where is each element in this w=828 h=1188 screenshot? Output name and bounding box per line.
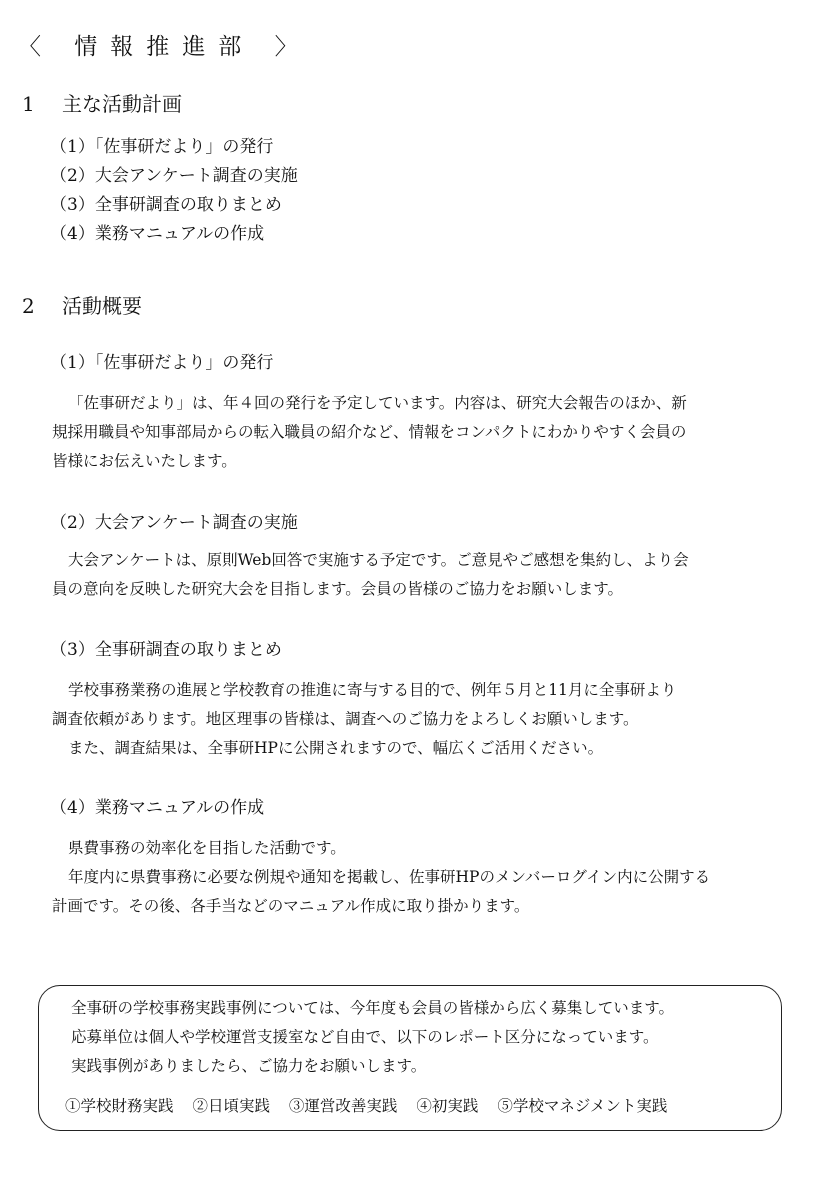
subsection-2-heading: （2）大会アンケート調査の実施: [50, 513, 298, 533]
subsection-2-body: [52, 546, 768, 604]
subsection-4-body: [52, 834, 768, 921]
report-categories: [65, 1094, 681, 1116]
subsection-3-body: [52, 676, 768, 763]
notice-box: [38, 985, 782, 1131]
paragraph-line: 調査依頼があります。地区理事の皆様は、調査へのご協力をよろしくお願いします。: [52, 710, 639, 728]
paragraph-line: 年度内に県費事務に必要な例規や通知を掲載し、佐事研HPのメンバーログイン内に公開する: [68, 868, 711, 886]
notice-line: 応募単位は個人や学校運営支援室など自由で、以下のレポート区分になっています。: [71, 1028, 659, 1046]
category-item: ⑤学校マネジメント実践: [497, 1097, 668, 1115]
category-item: ③運営改善実践: [288, 1097, 398, 1115]
subsection-1-body: [52, 389, 768, 476]
paragraph-line: 規採用職員や知事部局からの転入職員の紹介など、情報をコンパクトにわかりやすく会員の: [52, 423, 687, 441]
subsection-4-heading: （4）業務マニュアルの作成: [50, 798, 265, 818]
section-1-heading: [22, 88, 182, 117]
subsection-3-heading: （3）全事研調査の取りまとめ: [50, 640, 282, 660]
paragraph-line: 学校事務業務の進展と学校教育の推進に寄与する目的で、例年５月と11月に全事研より: [68, 681, 677, 699]
subsection-1-heading: （1）「佐事研だより」の発行: [50, 353, 274, 373]
category-item: ④初実践: [416, 1097, 479, 1115]
plan-item-3: （3）全事研調査の取りまとめ: [50, 195, 282, 215]
plan-item-4: （4）業務マニュアルの作成: [50, 224, 265, 244]
section-1-title: 主な活動計画: [62, 92, 182, 116]
section-2-heading: [22, 290, 142, 319]
paragraph-line: 皆様にお伝えいたします。: [52, 452, 237, 470]
paragraph-line: 「佐事研だより」は、年４回の発行を予定しています。内容は、研究大会報告のほか、新: [68, 394, 687, 412]
section-2-number: 2: [22, 294, 35, 318]
plan-item-2: （2）大会アンケート調査の実施: [50, 166, 298, 186]
category-item: ②日頃実践: [192, 1097, 270, 1115]
paragraph-line: 員の意向を反映した研究大会を目指します。会員の皆様のご協力をお願いします。: [52, 580, 624, 598]
section-1-number: 1: [22, 92, 35, 116]
section-2-title: 活動概要: [62, 294, 142, 318]
notice-line: 全事研の学校事務実践事例については、今年度も会員の皆様から広く募集しています。: [71, 999, 674, 1017]
paragraph-line: 計画です。その後、各手当などのマニュアル作成に取り掛かります。: [52, 897, 530, 915]
page-title: 〈 情報推進部 〉: [18, 34, 311, 60]
category-item: ①学校財務実践: [65, 1097, 174, 1115]
paragraph-line: また、調査結果は、全事研HPに公開されますので、幅広くご活用ください。: [68, 739, 604, 757]
plan-item-1: （1）「佐事研だより」の発行: [50, 137, 274, 157]
paragraph-line: 県費事務の効率化を目指した活動です。: [68, 839, 346, 857]
paragraph-line: 大会アンケートは、原則Web回答で実施する予定です。ご意見やご感想を集約し、より会: [68, 551, 689, 569]
notice-line: 実践事例がありましたら、ご協力をお願いします。: [71, 1057, 427, 1075]
